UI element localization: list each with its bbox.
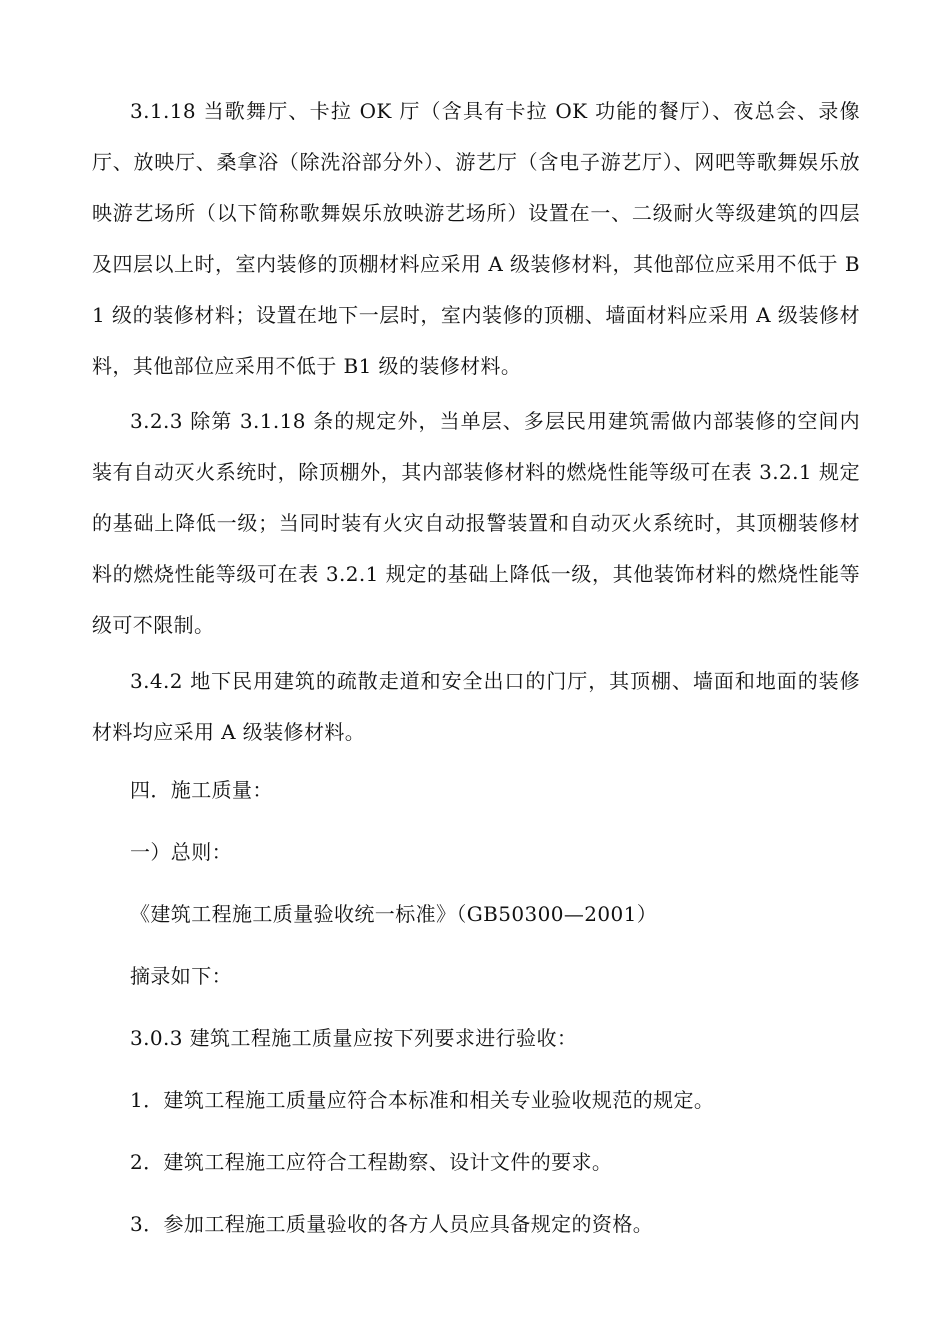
standard-title: 《建筑工程施工质量验收统一标准》（GB50300—2001）	[130, 902, 658, 926]
list-item: 3．参加工程施工质量验收的各方人员应具备规定的资格。	[130, 1212, 654, 1236]
excerpt-label: 摘录如下：	[130, 964, 232, 988]
list-item: 1．建筑工程施工质量应符合本标准和相关专业验收规范的规定。	[130, 1088, 715, 1112]
list-item: 2．建筑工程施工应符合工程勘察、设计文件的要求。	[130, 1150, 613, 1174]
paragraph-clause-3-2-3: 3.2.3 除第 3.1.18 条的规定外，当单层、多层民用建筑需做内部装修的空间内装有自动灭火系统时，除顶棚外，其内部装修材料的燃烧性能等级可在表 3.2.1 规定的基础上降低一级；当同时装有火灾自动报警装置和自动灭火系统时，其顶棚装修材料的燃烧性能等级可在表 3.2.1 规定的基础上降低一级，其他装饰材料的燃烧性能等级可不限制。	[92, 409, 860, 637]
section-heading: 四．施工质量：	[130, 778, 273, 802]
subsection-heading: 一）总则：	[130, 840, 232, 864]
clause-3-0-3: 3.0.3 建筑工程施工质量应按下列要求进行验收：	[130, 1026, 578, 1050]
paragraph-clause-3-1-18: 3.1.18 当歌舞厅、卡拉 OK 厅（含具有卡拉 OK 功能的餐厅）、夜总会、录像厅、放映厅、桑拿浴（除洗浴部分外）、游艺厅（含电子游艺厅）、网吧等歌舞娱乐放映游艺场所（以下简称歌舞娱乐放映游艺场所）设置在一、二级耐火等级建筑的四层及四层以上时，室内装修的顶棚材料应采用 A 级装修材料，其他部位应采用不低于 B1 级的装修材料；设置在地下一层时，室内装修的顶棚、墙面材料应采用 A 级装修材料，其他部位应采用不低于 B1 级的装修材料。	[92, 99, 860, 378]
paragraph-clause-3-4-2: 3.4.2 地下民用建筑的疏散走道和安全出口的门厅，其顶棚、墙面和地面的装修材料均应采用 A 级装修材料。	[92, 669, 860, 744]
